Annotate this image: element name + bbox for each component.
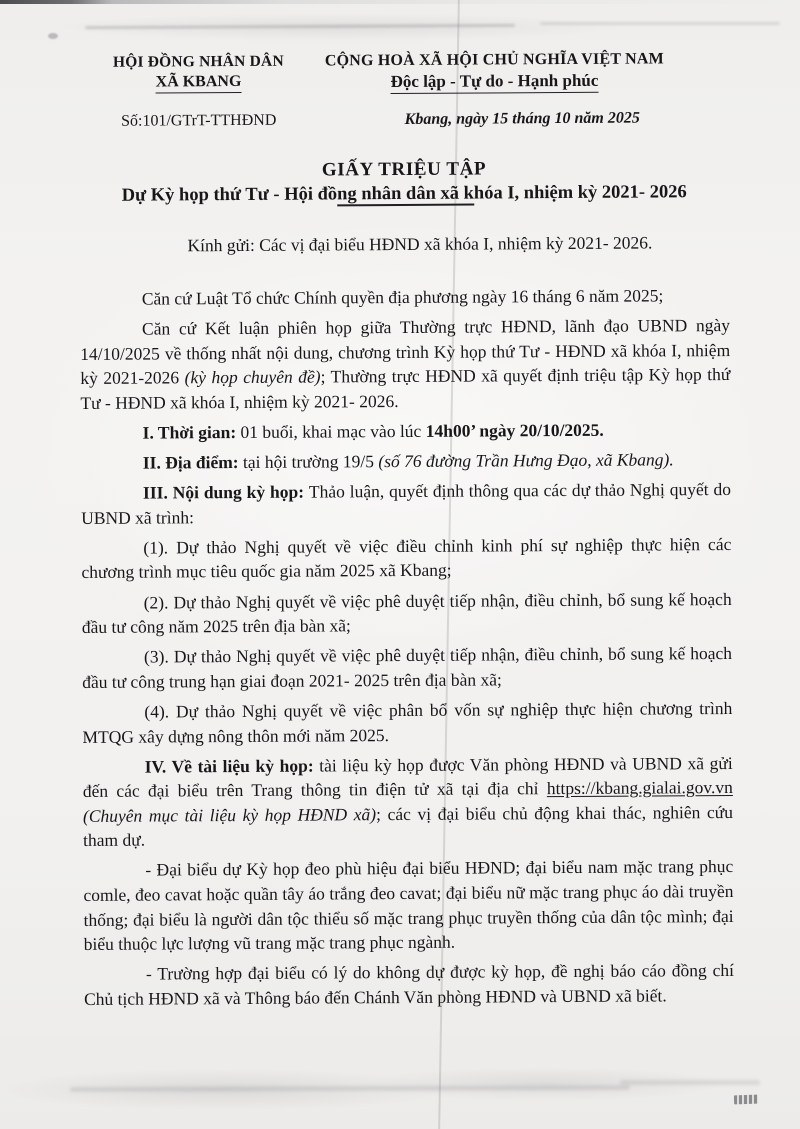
scan-mark-artifact [734,1095,758,1105]
paragraph [81,447,731,476]
national-header [318,50,670,94]
paragraph [82,587,732,640]
underline-text-run: https://kbang.gialai.gov.vn [546,777,733,799]
document-subtitle [79,182,729,207]
subtitle-text: hóa I, nhiệm kỳ 2021- 2026 [473,182,687,204]
paragraph [82,696,732,749]
paragraph [81,532,731,585]
national-motto: Độc lập - Tự do - Hạnh phúc [318,70,670,94]
paragraph [82,641,732,694]
text-run: Căn cứ Luật Tổ chức Chính quyền địa phương ngày 16 tháng 6 năm 2025; [141,285,664,309]
issuing-authority-name: HỘI ĐỒNG NHÂN DÂN [112,52,284,71]
salutation-line: Kính gửi: Các vị đại biểu HĐND xã khóa I, nhiệm kỳ 2021- 2026. [187,232,653,256]
paragraph [81,477,731,530]
italic-text-run: (kỳ họp chuyên đề) [184,366,321,388]
document-number: Số:101/GTrT-TTHĐND [121,111,277,130]
text-run: (1). Dự thảo Nghị quyết về việc điều chỉnh kinh phí sự nghiệp thực hiện các chương trình mục tiêu quốc gia năm 2025 xã Kbang; [81,533,732,583]
subtitle-text: Dự Kỳ họp thứ Tư - Hội đồ [121,184,338,206]
place-and-date: Kbang, ngày 15 tháng 10 năm 2025 [404,109,640,128]
document-title: GIẤY TRIỆU TẬP [321,158,487,181]
text-run: ; các vị đại biểu chủ động khai thác, nghiên cứu tham dự. [83,801,734,851]
document-body [80,283,734,1011]
text-run: tài liệu kỳ họp được Văn phòng HĐND và UBND xã gửi đến các đại biểu trên Trang thông tin điện tử xã tại địa chỉ [82,752,733,802]
paragraph [81,417,731,446]
paragraph [80,313,731,415]
bold-text-run: IV. Về tài liệu kỳ họp: [144,755,320,777]
italic-text-run: (số 76 đường Trần Hưng Đạo, xã Kbang). [378,449,674,472]
bold-text-run: 14h00’ ngày 20/10/2025. [425,419,604,441]
national-title: CỘNG HOÀ XÃ HỘI CHỦ NGHĨA VIỆT NAM [324,50,664,70]
paragraph [80,283,730,312]
text-run: tại hội trường 19/5 [242,451,379,473]
text-run: Thảo luận, quyết định thông qua các dự thảo Nghị quyết do UBND xã trình: [81,479,732,528]
document-header [78,50,728,96]
bold-text-run: III. Nội dung kỳ họp: [142,481,309,503]
smudge-artifact [70,1085,630,1092]
text-run: (2). Dự thảo Nghị quyết về việc phê duyệt tiếp nhận, điều chỉnh, bổ sung kế hoạch đầu tư công năm 2025 trên địa bàn xã; [81,588,732,638]
document-meta [79,109,729,131]
issuing-authority [78,52,318,93]
paragraph [83,854,734,956]
text-run: - Đại biểu dự Kỳ họp đeo phù hiệu đại biểu HĐND; đại biểu nam mặc trang phục comle, đeo cavat hoặc quần tây áo trắng đeo cavat; đại biểu nữ mặc trang phục áo dài truyền thống; đại biểu là người dân tộc thiểu số mặc trang phục truyền thống của dân tộc mình; đại biểu thuộc lực lượng vũ trang mặc trang phục ngành. [83,856,734,955]
bold-text-run: I. Thời gian: [142,421,241,443]
paragraph [84,958,734,1011]
italic-text-run: (Chuyên mục tài liệu kỳ họp HĐND xã) [82,803,377,826]
text-run: - Trường hợp đại biểu có lý do không dự được kỳ họp, đề nghị báo cáo đồng chí Chủ tịch HĐND xã và Thông báo đến Chánh Văn phòng HĐND và UBND xã biết. [84,960,734,1009]
text-run: Căn cứ Kết luận phiên họp giữa Thường trực HĐND, lãnh đạo UBND ngày 14/10/2025 về thống nhất nội dung, chương trình Kỳ họp thứ Tư - HĐND xã khóa I, nhiệm kỳ 2021-2026 [80,315,731,389]
text-run: 01 buổi, khai mạc vào lúc [240,420,426,442]
text-run: ; Thường trực HĐND xã quyết định triệu tập Kỳ họp thứ Tư - HĐND xã khóa I, nhiệm kỳ 2021- 2026. [80,364,731,413]
text-run: (4). Dự thảo Nghị quyết về việc phân bổ vốn sự nghiệp thực hiện chương trình MTQG xây dựng nông thôn mới năm 2025. [82,697,733,747]
issuing-authority-unit: XÃ KBANG [78,72,318,93]
text-run: (3). Dự thảo Nghị quyết về việc phê duyệt tiếp nhận, điều chỉnh, bổ sung kế hoạch đầu tư công trung hạn giai đoạn 2021- 2025 trên địa bàn xã; [82,643,733,692]
paragraph [83,751,734,853]
subtitle-underlined-text: ng nhân dân xã k [337,183,474,205]
bold-text-run: II. Địa điểm: [142,452,244,473]
smudge-artifact [620,1080,760,1085]
